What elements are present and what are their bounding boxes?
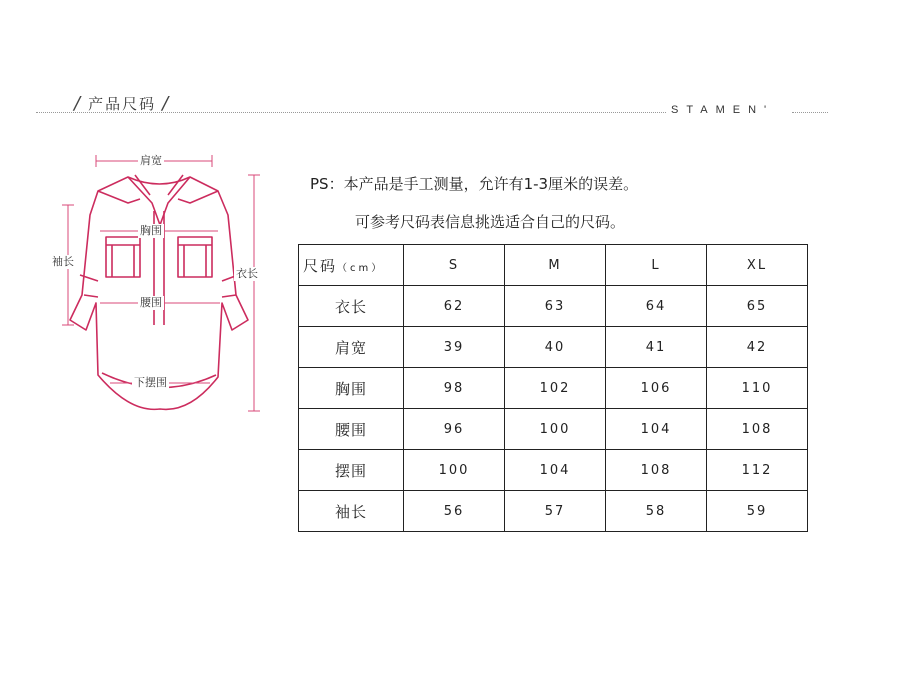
size-header-m: M (505, 245, 606, 286)
table-cell: 59 (707, 491, 808, 532)
guidance-note: 可参考尺码表信息挑选适合自己的尺码。 (355, 213, 626, 231)
row-label: 肩宽 (299, 327, 404, 368)
table-cell: 96 (404, 409, 505, 450)
size-header-s: S (404, 245, 505, 286)
table-cell: 65 (707, 286, 808, 327)
table-cell: 63 (505, 286, 606, 327)
body-length-label: 衣长 (236, 267, 258, 280)
table-cell: 42 (707, 327, 808, 368)
table-row (299, 327, 808, 368)
table-cell: 40 (505, 327, 606, 368)
table-row (299, 286, 808, 327)
header-divider-left (36, 112, 666, 113)
section-title-text: 产品尺码 (88, 94, 157, 113)
corner-label: 尺码 (303, 256, 338, 275)
table-row (299, 450, 808, 491)
table-cell: 108 (707, 409, 808, 450)
table-header-row (299, 245, 808, 286)
chest-label: 胸围 (140, 224, 162, 237)
table-cell: 39 (404, 327, 505, 368)
measurement-note: PS：本产品是手工测量，允许有1-3厘米的误差。 (310, 175, 639, 193)
table-cell: 100 (404, 450, 505, 491)
waist-label: 腰围 (140, 296, 162, 309)
hem-label: 下摆围 (134, 376, 167, 389)
table-cell: 98 (404, 368, 505, 409)
row-label: 胸围 (299, 368, 404, 409)
table-cell: 112 (707, 450, 808, 491)
size-header-xl: XL (707, 245, 808, 286)
size-header-l: L (606, 245, 707, 286)
table-cell: 57 (505, 491, 606, 532)
row-label: 摆围 (299, 450, 404, 491)
garment-diagram (40, 145, 280, 429)
table-row (299, 491, 808, 532)
title-slash-right: / (162, 92, 171, 114)
title-slash-left: / (74, 92, 83, 114)
brand-label: STAMEN' (671, 104, 775, 116)
table-cell: 41 (606, 327, 707, 368)
table-row (299, 409, 808, 450)
row-label: 腰围 (299, 409, 404, 450)
header-divider-right (792, 112, 828, 113)
size-chart-table (298, 244, 808, 532)
row-label: 衣长 (299, 286, 404, 327)
table-cell: 56 (404, 491, 505, 532)
row-label: 袖长 (299, 491, 404, 532)
table-cell: 64 (606, 286, 707, 327)
sleeve-length-label: 袖长 (52, 255, 74, 268)
table-cell: 106 (606, 368, 707, 409)
corner-unit: （cm） (337, 262, 385, 274)
table-cell: 100 (505, 409, 606, 450)
table-cell: 104 (505, 450, 606, 491)
table-cell: 110 (707, 368, 808, 409)
table-cell: 108 (606, 450, 707, 491)
table-cell: 58 (606, 491, 707, 532)
corner-cell (299, 245, 404, 286)
table-cell: 102 (505, 368, 606, 409)
table-cell: 104 (606, 409, 707, 450)
shoulder-width-label: 肩宽 (140, 154, 162, 167)
table-row (299, 368, 808, 409)
table-cell: 62 (404, 286, 505, 327)
